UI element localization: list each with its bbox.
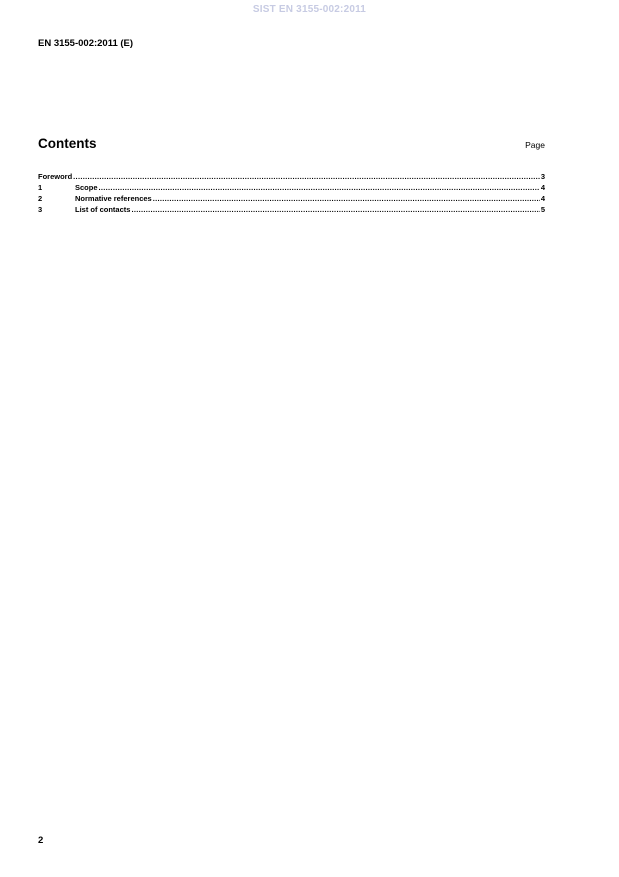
- toc-entry-page[interactable]: 3: [540, 172, 545, 181]
- toc-entry-label[interactable]: Foreword: [38, 172, 73, 181]
- toc-entry-page[interactable]: 4: [540, 194, 545, 203]
- toc-title: Contents: [38, 136, 97, 151]
- toc-page-label: Page: [525, 140, 545, 150]
- toc-entry-normative-references[interactable]: [38, 193, 545, 204]
- toc-dot-leader: [131, 204, 539, 215]
- toc-entry-scope[interactable]: [38, 182, 545, 193]
- toc-entry-page[interactable]: 4: [540, 183, 545, 192]
- toc-entry-list-of-contacts[interactable]: [38, 204, 545, 215]
- toc-entry-label[interactable]: Scope: [75, 183, 98, 192]
- toc-entry-number: 3: [38, 205, 43, 214]
- toc-entry-number: 1: [38, 183, 43, 192]
- page-number: 2: [38, 835, 44, 846]
- toc-entry-label[interactable]: List of contacts: [75, 205, 131, 214]
- toc-entry-foreword[interactable]: [38, 171, 545, 182]
- document-id: EN 3155-002:2011 (E): [38, 38, 134, 49]
- table-of-contents: [38, 171, 545, 215]
- toc-entry-page[interactable]: 5: [540, 205, 545, 214]
- watermark: SIST EN 3155-002:2011: [252, 4, 367, 15]
- toc-dot-leader: [99, 182, 540, 193]
- toc-dot-leader: [153, 193, 540, 204]
- toc-entry-number: 2: [38, 194, 43, 203]
- toc-header: [38, 136, 545, 151]
- toc-entry-label[interactable]: Normative references: [75, 194, 152, 203]
- toc-dot-leader: [73, 171, 540, 182]
